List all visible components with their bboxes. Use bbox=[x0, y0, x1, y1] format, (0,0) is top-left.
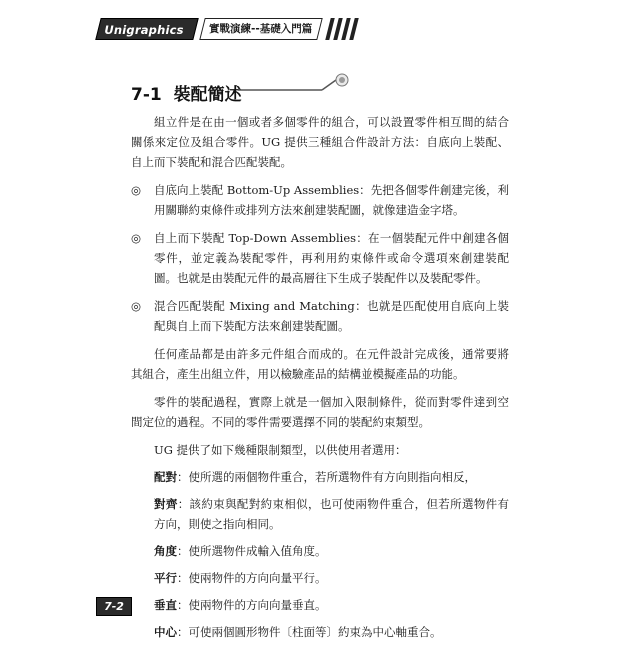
constraint-term: 配對 bbox=[154, 470, 177, 484]
constraint-angle bbox=[131, 541, 509, 561]
constraint-desc: ：該約束與配對約束相似，也可使兩物件重合，但若所選物件有方向，則使之指向相同。 bbox=[154, 497, 510, 531]
bullet-mark: ◎ bbox=[131, 231, 142, 245]
bullet-mixing bbox=[131, 296, 509, 336]
section-number: 7-1 bbox=[131, 85, 162, 105]
constraint-mate bbox=[131, 467, 509, 487]
bullet-top-down bbox=[131, 228, 509, 288]
section-heading bbox=[131, 80, 242, 105]
paragraph-intro: 組立件是在由一個或者多個零件的組合，可以設置零件相互間的結合關係來定位及組合零件。UG 提供三種組合件設計方法：自底向上裝配、自上而下裝配和混合匹配裝配。 bbox=[131, 115, 509, 169]
book-subtitle-box bbox=[199, 18, 322, 40]
constraint-term: 角度 bbox=[154, 544, 177, 558]
book-title-badge bbox=[95, 18, 198, 59]
heading-rule-ornament bbox=[238, 70, 358, 100]
page-body bbox=[131, 112, 509, 649]
paragraph-process: 零件的裝配過程，實際上就是一個加入限制條件，從而對零件達到空間定位的過程。不同的零件需要選擇不同的裝配約束類型。 bbox=[131, 395, 509, 429]
constraint-desc: ：可使兩個圓形物件〔柱面等〕約束為中心軸重合。 bbox=[177, 625, 442, 639]
constraint-align bbox=[131, 494, 509, 534]
bullet-text: 自上而下裝配 Top-Down Assemblies：在一個裝配元件中創建各個零件，並定義為裝配零件，再利用約束條件或命令選項來創建裝配圖。也就是由裝配元件的最高層往下生成子裝配件以及裝配零件。 bbox=[154, 231, 509, 285]
running-header bbox=[98, 18, 360, 59]
decorative-stripes bbox=[324, 18, 364, 40]
bullet-mark: ◎ bbox=[131, 299, 142, 313]
constraint-term: 對齊 bbox=[154, 497, 178, 511]
bullet-mark: ◎ bbox=[131, 183, 142, 197]
section-title: 裝配簡述 bbox=[173, 85, 242, 105]
bullet-text: 自底向上裝配 Bottom-Up Assemblies：先把各個零件創建完後，利用關聯約束條件或排列方法來創建裝配圖，就像建造金字塔。 bbox=[154, 183, 509, 217]
constraint-desc: ：使所選物件成輸入值角度。 bbox=[177, 544, 327, 558]
constraint-term: 平行 bbox=[154, 571, 177, 585]
paragraph-constraint-intro: UG 提供了如下幾種限制類型，以供使用者選用： bbox=[154, 443, 407, 457]
page-number: 7-2 bbox=[104, 600, 124, 613]
page-number-badge bbox=[96, 597, 132, 616]
paragraph-products: 任何產品都是由許多元件組合而成的。在元件設計完成後，通常要將其組合，產生出組立件，用以檢驗產品的結構並模擬產品的功能。 bbox=[131, 347, 509, 381]
bullet-text: 混合匹配裝配 Mixing and Matching：也就是匹配使用自底向上裝配與自上而下裝配方法來創建裝配圖。 bbox=[154, 299, 509, 333]
constraint-desc: ：使兩物件的方向向量平行。 bbox=[177, 571, 327, 585]
constraint-center bbox=[131, 622, 509, 642]
constraint-parallel bbox=[131, 568, 509, 588]
book-subtitle: 實戰演練--基礎入門篇 bbox=[209, 23, 313, 35]
book-title: Unigraphics NX8 bbox=[104, 23, 184, 59]
constraint-perpendicular bbox=[131, 595, 509, 615]
constraint-desc: ：使所選的兩個物件重合，若所選物件有方向則指向相反， bbox=[177, 470, 476, 484]
constraint-desc: ：使兩物件的方向向量垂直。 bbox=[177, 598, 327, 612]
constraint-term: 中心 bbox=[154, 625, 177, 639]
bullet-bottom-up bbox=[131, 180, 509, 220]
constraint-term: 垂直 bbox=[154, 598, 177, 612]
